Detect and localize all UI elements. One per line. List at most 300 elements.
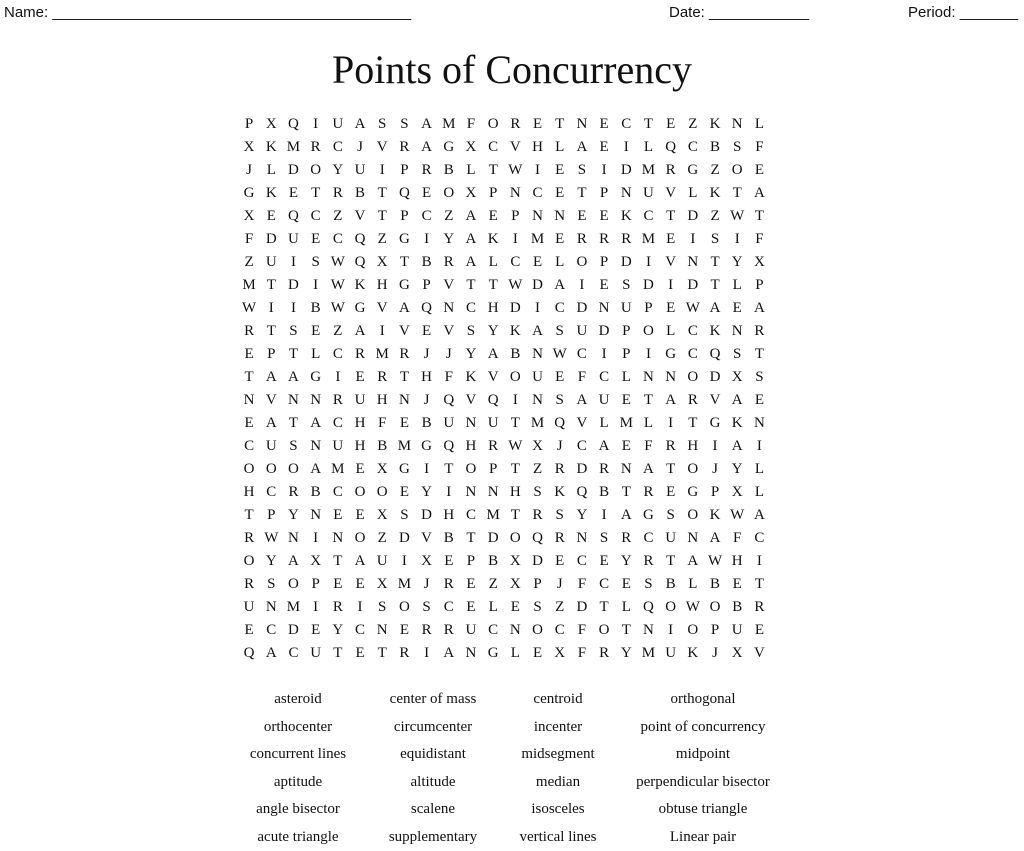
grid-letter: A (354, 323, 366, 339)
grid-letter: M (397, 438, 412, 454)
grid-letter: A (310, 415, 322, 431)
grid-letter: T (621, 484, 631, 500)
grid-letter: L (311, 346, 321, 362)
grid-letter: N (598, 300, 610, 316)
word-bank-item: scalene (410, 801, 456, 818)
grid-letter: V (376, 300, 388, 316)
grid-letter: I (579, 277, 585, 293)
grid-row (238, 228, 771, 251)
grid-letter: E (510, 599, 520, 615)
grid-letter: R (665, 162, 676, 178)
word-bank-item: supplementary (388, 828, 478, 845)
grid-letter: H (376, 392, 388, 408)
grid-letter: T (754, 576, 764, 592)
grid-letter: R (332, 599, 343, 615)
grid-letter: A (310, 461, 322, 477)
grid-letter: A (265, 645, 277, 661)
grid-letter: L (643, 415, 654, 431)
grid-letter: U (532, 369, 543, 385)
grid-letter: S (289, 323, 298, 339)
word-bank-item: Linear pair (669, 828, 737, 845)
grid-letter: S (466, 323, 476, 339)
grid-letter: P (622, 346, 631, 362)
grid-letter: I (335, 369, 341, 385)
grid-letter: P (488, 185, 498, 201)
grid-letter: E (355, 461, 365, 477)
grid-letter: C (576, 346, 587, 362)
grid-letter: P (710, 622, 720, 638)
grid-letter: W (685, 300, 700, 316)
grid-letter: O (731, 162, 743, 178)
grid-letter: S (733, 346, 742, 362)
grid-letter: A (687, 553, 699, 569)
grid-letter: R (643, 484, 654, 500)
grid-letter: S (533, 484, 542, 500)
grid-letter: K (620, 208, 632, 224)
grid-letter: X (310, 553, 322, 569)
grid-letter: E (666, 116, 676, 132)
grid-letter: A (398, 300, 410, 316)
grid-letter: I (313, 530, 319, 546)
grid-row (238, 182, 771, 205)
grid-letter: Z (532, 461, 543, 477)
grid-letter: A (576, 139, 588, 155)
grid-letter: I (446, 484, 452, 500)
grid-letter: Q (709, 346, 721, 362)
grid-letter: Z (377, 530, 387, 546)
grid-letter: F (577, 645, 587, 661)
grid-letter: E (732, 300, 742, 316)
grid-letter: T (732, 185, 742, 201)
grid-letter: T (754, 208, 764, 224)
grid-letter: E (422, 323, 432, 339)
grid-letter: S (289, 438, 298, 454)
grid-letter: C (332, 231, 343, 247)
grid-letter: E (754, 162, 764, 178)
grid-letter: E (355, 576, 365, 592)
grid-letter: I (512, 231, 518, 247)
grid-letter: I (313, 277, 319, 293)
grid-letter: S (644, 576, 653, 592)
grid-letter: E (599, 277, 609, 293)
grid-letter: R (399, 645, 410, 661)
grid-letter: Z (377, 231, 387, 247)
grid-letter: A (753, 507, 765, 523)
grid-letter: L (688, 576, 698, 592)
grid-letter: E (532, 254, 543, 270)
grid-letter: B (710, 576, 721, 592)
grid-letter: E (355, 507, 365, 523)
grid-letter: A (288, 369, 299, 385)
grid-letter: N (243, 392, 255, 408)
grid-letter: M (286, 599, 301, 615)
grid-letter: J (423, 346, 430, 362)
grid-letter: C (643, 530, 654, 546)
letter-grid (238, 113, 771, 665)
grid-letter: Z (555, 599, 565, 615)
grid-letter: E (399, 484, 409, 500)
grid-letter: M (530, 415, 545, 431)
grid-letter: W (552, 346, 567, 362)
grid-letter: B (310, 484, 321, 500)
grid-letter: T (710, 254, 720, 270)
grid-letter: N (576, 116, 588, 132)
grid-letter: J (423, 576, 430, 592)
grid-letter: H (509, 484, 521, 500)
grid-letter: T (555, 116, 565, 132)
grid-letter: B (310, 300, 321, 316)
grid-letter: C (443, 599, 454, 615)
grid-row (238, 389, 771, 412)
grid-letter: N (687, 254, 699, 270)
grid-letter: E (266, 208, 276, 224)
grid-letter: I (601, 162, 607, 178)
grid-letter: F (577, 576, 587, 592)
grid-row (238, 642, 771, 665)
grid-letter: E (333, 576, 343, 592)
grid-row (238, 159, 771, 182)
word-bank-item: concurrent lines (249, 746, 347, 763)
grid-letter: I (424, 461, 430, 477)
grid-row (238, 136, 771, 159)
grid-letter: B (732, 599, 743, 615)
grid-letter: I (268, 300, 274, 316)
grid-letter: K (554, 484, 566, 500)
grid-letter: Z (488, 576, 498, 592)
grid-letter: E (444, 553, 454, 569)
grid-letter: A (354, 553, 366, 569)
grid-letter: B (421, 415, 432, 431)
grid-letter: R (377, 369, 388, 385)
grid-letter: C (421, 208, 432, 224)
grid-letter: I (601, 507, 607, 523)
grid-letter: B (510, 346, 521, 362)
grid-letter: Q (443, 392, 455, 408)
word-bank-item: midpoint (675, 746, 731, 763)
grid-letter: U (731, 622, 743, 638)
grid-letter: P (311, 576, 320, 592)
grid-letter: X (731, 484, 743, 500)
grid-letter: N (465, 415, 477, 431)
grid-letter: O (509, 530, 521, 546)
grid-letter: H (687, 438, 699, 454)
grid-letter: H (354, 438, 366, 454)
grid-letter: W (264, 530, 279, 546)
grid-letter: Q (643, 599, 654, 615)
grid-letter: N (265, 599, 277, 615)
grid-letter: E (355, 369, 365, 385)
grid-letter: T (244, 507, 254, 523)
grid-letter: U (376, 553, 388, 569)
grid-letter: Y (731, 461, 743, 477)
grid-letter: R (754, 599, 765, 615)
grid-letter: R (244, 576, 255, 592)
grid-letter: C (754, 530, 765, 546)
grid-letter: U (243, 599, 255, 615)
grid-letter: D (487, 530, 499, 546)
grid-letter: L (266, 162, 276, 178)
grid-letter: N (332, 530, 344, 546)
grid-letter: N (465, 645, 477, 661)
period-field-label: Period: _______ (908, 4, 1019, 21)
grid-letter: W (508, 438, 523, 454)
grid-letter: A (753, 185, 765, 201)
grid-letter: C (355, 622, 366, 638)
grid-letter: X (376, 507, 388, 523)
grid-letter: V (509, 139, 521, 155)
grid-letter: W (330, 254, 345, 270)
grid-row (238, 435, 771, 458)
grid-letter: B (355, 185, 366, 201)
grid-letter: R (399, 139, 410, 155)
grid-letter: C (332, 139, 343, 155)
grid-letter: V (421, 530, 433, 546)
grid-letter: X (376, 461, 388, 477)
grid-letter: U (465, 622, 477, 638)
grid-letter: E (621, 392, 631, 408)
word-bank-item: vertical lines (519, 828, 597, 845)
grid-letter: J (712, 645, 718, 661)
grid-letter: X (243, 139, 255, 155)
grid-letter: R (532, 507, 543, 523)
grid-letter: O (243, 461, 255, 477)
grid-letter: A (731, 392, 743, 408)
grid-letter: Y (576, 507, 588, 523)
grid-row (238, 113, 771, 136)
grid-letter: E (399, 415, 409, 431)
grid-letter: E (532, 645, 543, 661)
grid-letter: D (576, 300, 588, 316)
grid-letter: C (244, 438, 255, 454)
grid-letter: N (687, 530, 699, 546)
grid-letter: O (354, 484, 366, 500)
grid-letter: A (443, 645, 455, 661)
grid-letter: F (577, 369, 587, 385)
grid-letter: I (424, 645, 430, 661)
grid-letter: Y (421, 484, 433, 500)
grid-letter: A (421, 116, 433, 132)
grid-letter: Y (265, 553, 277, 569)
grid-letter: C (465, 507, 476, 523)
grid-row (238, 458, 771, 481)
grid-letter: K (687, 645, 699, 661)
grid-letter: X (731, 645, 743, 661)
grid-letter: R (443, 622, 454, 638)
grid-letter: A (731, 438, 743, 454)
grid-letter: C (332, 415, 343, 431)
grid-letter: L (754, 484, 764, 500)
grid-letter: E (666, 231, 676, 247)
grid-row (238, 297, 771, 320)
grid-letter: T (377, 185, 387, 201)
grid-letter: S (311, 254, 320, 270)
grid-letter: D (620, 162, 632, 178)
grid-letter: V (665, 254, 677, 270)
grid-letter: L (754, 116, 764, 132)
grid-letter: A (265, 369, 277, 385)
grid-letter: S (599, 530, 609, 546)
grid-letter: V (265, 392, 277, 408)
grid-letter: J (357, 139, 363, 155)
grid-letter: M (619, 415, 633, 431)
grid-letter: E (666, 300, 676, 316)
grid-letter: V (398, 323, 410, 339)
grid-letter: B (377, 438, 388, 454)
grid-letter: Q (398, 185, 410, 201)
grid-letter: X (421, 553, 433, 569)
grid-letter: P (267, 507, 276, 523)
grid-letter: S (400, 507, 409, 523)
grid-letter: K (709, 323, 721, 339)
grid-letter: X (243, 208, 255, 224)
grid-letter: Z (710, 162, 720, 178)
grid-letter: T (666, 461, 676, 477)
grid-letter: I (756, 553, 762, 569)
grid-letter: K (509, 323, 521, 339)
grid-letter: Q (532, 530, 543, 546)
page-title: Points of Concurrency (332, 47, 692, 92)
grid-letter: V (354, 208, 366, 224)
name-field-label: Name: ___________________________________________ (4, 4, 412, 21)
grid-letter: C (687, 139, 698, 155)
grid-letter: V (753, 645, 765, 661)
grid-letter: W (508, 162, 523, 178)
grid-letter: F (378, 415, 387, 431)
grid-row (238, 596, 771, 619)
grid-letter: J (246, 162, 253, 178)
grid-letter: Y (731, 254, 743, 270)
grid-letter: L (754, 461, 764, 477)
grid-letter: P (511, 208, 520, 224)
grid-letter: P (599, 254, 609, 270)
grid-letter: R (288, 484, 299, 500)
grid-letter: C (288, 645, 299, 661)
grid-letter: A (709, 300, 721, 316)
grid-letter: C (576, 438, 587, 454)
grid-letter: H (443, 507, 455, 523)
grid-letter: E (555, 185, 565, 201)
grid-letter: L (621, 369, 631, 385)
grid-letter: G (398, 277, 410, 293)
grid-letter: A (753, 300, 765, 316)
grid-letter: N (753, 415, 765, 431)
grid-letter: S (733, 139, 742, 155)
grid-letter: Q (354, 254, 366, 270)
grid-letter: T (643, 392, 654, 408)
grid-letter: Z (333, 208, 343, 224)
grid-letter: W (330, 300, 345, 316)
grid-letter: A (598, 438, 610, 454)
grid-letter: R (554, 530, 565, 546)
grid-row (238, 412, 771, 435)
grid-letter: U (288, 231, 299, 247)
grid-letter: E (466, 599, 476, 615)
grid-letter: H (243, 484, 255, 500)
grid-letter: A (620, 507, 632, 523)
grid-letter: S (755, 369, 764, 385)
grid-letter: N (310, 392, 322, 408)
grid-letter: E (311, 622, 321, 638)
grid-letter: Z (333, 323, 343, 339)
grid-letter: R (310, 139, 321, 155)
grid-letter: N (310, 507, 322, 523)
grid-letter: N (465, 484, 477, 500)
grid-letter: N (731, 323, 743, 339)
grid-letter: R (665, 438, 676, 454)
grid-letter: T (666, 208, 676, 224)
grid-letter: U (354, 392, 366, 408)
grid-letter: E (599, 139, 609, 155)
grid-row (238, 320, 771, 343)
grid-letter: O (509, 369, 521, 385)
grid-letter: M (442, 116, 456, 132)
grid-letter: R (244, 323, 255, 339)
grid-letter: A (421, 139, 433, 155)
grid-letter: Y (465, 346, 477, 362)
grid-letter: O (443, 185, 455, 201)
grid-letter: D (398, 530, 410, 546)
grid-letter: R (355, 346, 366, 362)
grid-letter: C (687, 323, 698, 339)
grid-letter: V (443, 277, 455, 293)
grid-letter: E (754, 622, 764, 638)
grid-letter: T (266, 323, 276, 339)
word-bank-item: point of concurrency (640, 718, 766, 735)
grid-letter: O (465, 461, 477, 477)
grid-letter: L (688, 185, 698, 201)
grid-letter: I (645, 254, 651, 270)
grid-letter: C (488, 622, 499, 638)
grid-letter: N (620, 185, 632, 201)
grid-letter: X (265, 116, 277, 132)
grid-letter: R (399, 346, 410, 362)
grid-letter: I (290, 300, 296, 316)
grid-letter: R (421, 162, 432, 178)
grid-letter: E (599, 553, 609, 569)
grid-letter: B (421, 254, 432, 270)
word-bank-item: acute triangle (257, 828, 339, 845)
grid-letter: R (421, 622, 432, 638)
grid-letter: F (755, 231, 764, 247)
grid-letter: N (398, 392, 410, 408)
grid-row (238, 205, 771, 228)
grid-letter: E (244, 346, 254, 362)
grid-letter: T (488, 277, 498, 293)
grid-letter: S (666, 507, 675, 523)
grid-letter: U (620, 300, 632, 316)
date-field-label: Date: ____________ (669, 4, 810, 21)
grid-letter: W (730, 208, 745, 224)
grid-letter: O (288, 461, 299, 477)
grid-letter: E (355, 645, 365, 661)
grid-letter: T (266, 277, 276, 293)
grid-letter: T (666, 553, 676, 569)
grid-letter: L (732, 277, 742, 293)
grid-letter: O (687, 622, 699, 638)
grid-letter: Q (665, 139, 677, 155)
grid-letter: M (397, 576, 412, 592)
grid-letter: V (487, 369, 499, 385)
grid-letter: O (665, 599, 677, 615)
grid-letter: N (532, 346, 543, 362)
grid-letter: R (554, 461, 565, 477)
grid-letter: O (288, 576, 299, 592)
grid-letter: I (668, 622, 674, 638)
grid-letter: F (444, 369, 453, 385)
grid-letter: I (623, 139, 629, 155)
grid-letter: N (443, 300, 455, 316)
grid-letter: A (265, 415, 277, 431)
